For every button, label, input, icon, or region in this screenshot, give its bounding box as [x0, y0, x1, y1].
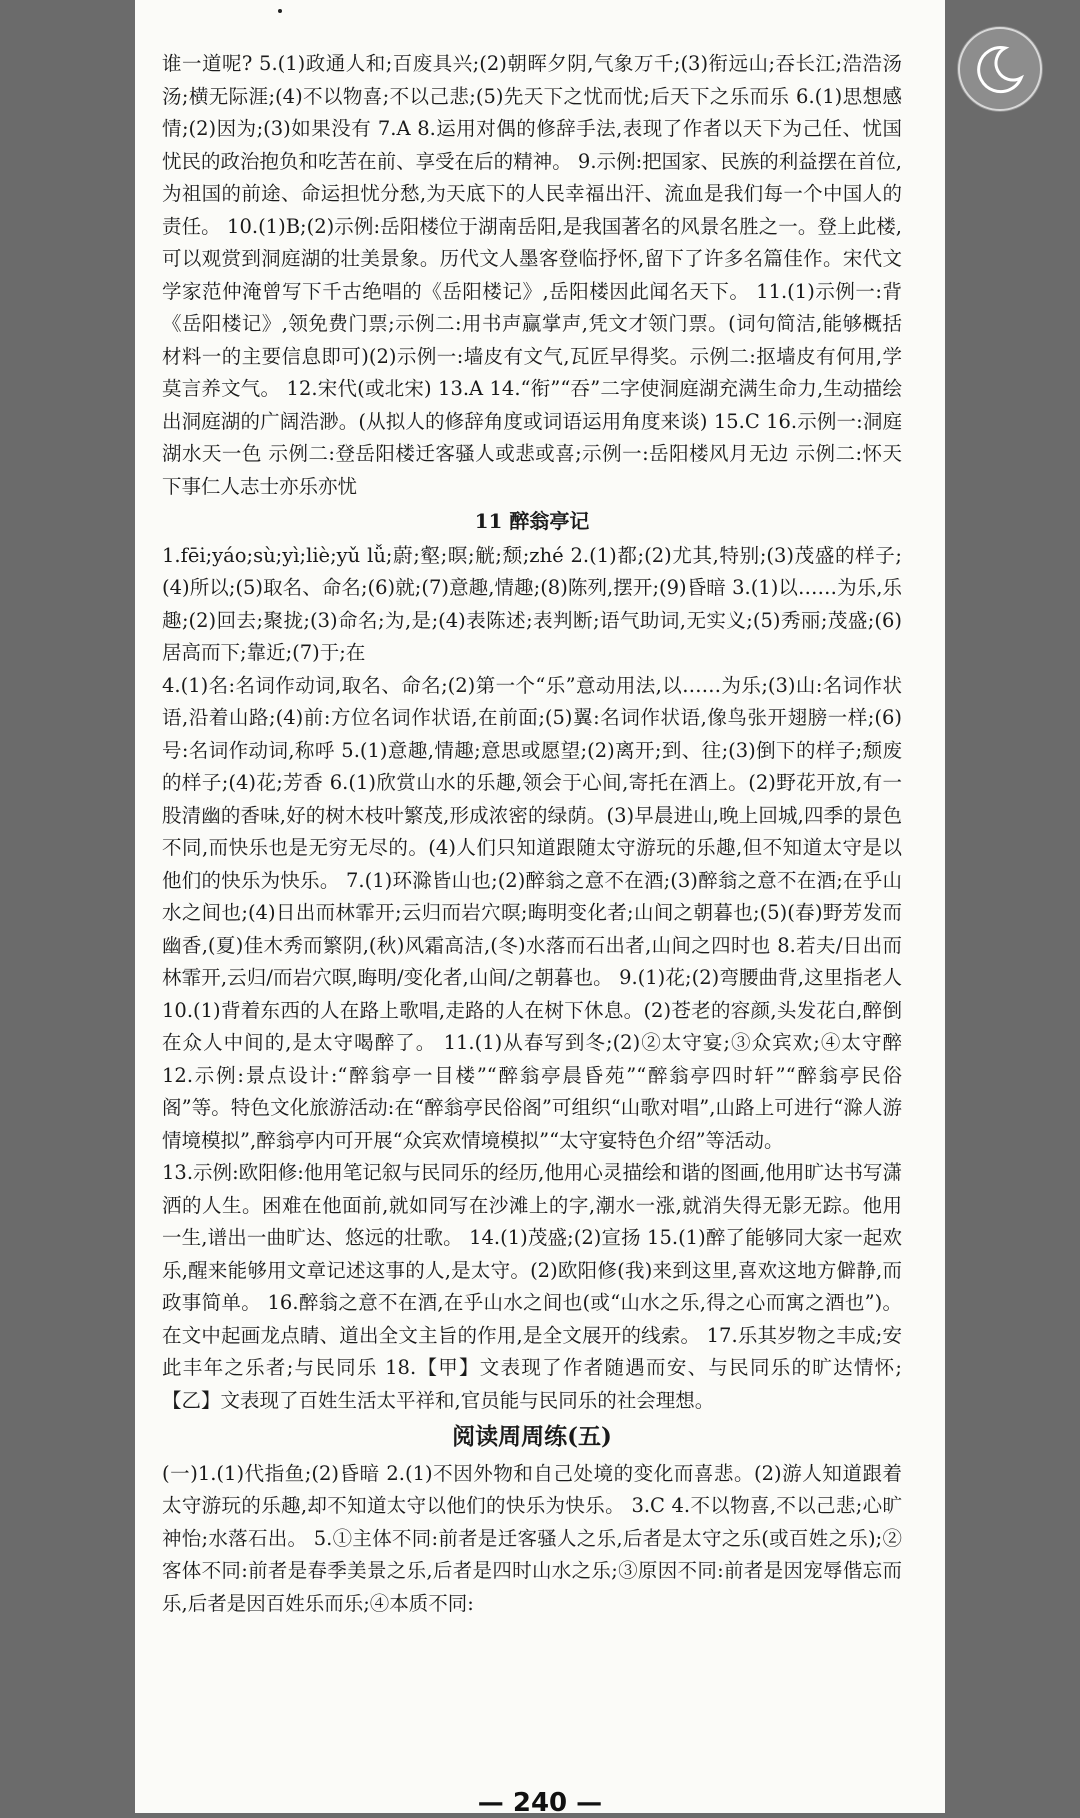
print-mark: [278, 9, 282, 13]
page-number: — 240 —: [477, 1788, 603, 1818]
answer-paragraph: 1.fēi;yáo;sù;yì;liè;yǔ lǚ;蔚;壑;暝;觥;颓;zhé 2.(1)都;(2)尤其,特别;(3)茂盛的样子;(4)所以;(5)取名、命名;(6)就;(7)意趣,情趣;(8)陈列,摆开;(9)昏暗 3.(1)以……为乐,乐趣;(2)回去;聚拢;(3)命名;为,是;(4)表陈述;表判断;语气助词,无实义;(5)秀丽;茂盛;(6)居高而下;靠近;(7)于;在: [162, 543, 902, 664]
answer-paragraph: 4.(1)名:名词作动词,取名、命名;(2)第一个“乐”意动用法,以……为乐;(3)山:名词作状语,沿着山路;(4)前:方位名词作状语,在前面;(5)翼:名词作状语,像鸟张开翅膀一样;(6)号:名词作动词,称呼 5.(1)意趣,情趣;意思或愿望;(2)离开;到、往;(3)倒下的样子;颓废的样子;(4)花;芳香 6.(1)欣赏山水的乐趣,领会于心间,寄托在酒上。(2)野花开放,有一股清幽的香味,好的树木枝叶繁茂,形成浓密的绿荫。(3)早晨进山,晚上回城,四季的景色不同,而快乐也是无穷无尽的。(4)人们只知道跟随太守游玩的乐趣,但不知道太守是以他们的快乐为快乐。 7.(1)环滁皆山也;(2)醉翁之意不在酒;(3)醉翁之意不在酒;在乎山水之间也;(4)日出而林霏开;云归而岩穴暝;晦明变化者;山间之朝暮也;(5)(春)野芳发而幽香,(夏)佳木秀而繁阴,(秋)风霜高洁,(冬)水落而石出者,山间之四时也 8.若夫/日出而林霏开,云归/而岩穴暝,晦明/变化者,山间/之朝暮也。 9.(1)花;(2)弯腰曲背,这里指老人 10.(1)背着东西的人在路上歌唱,走路的人在树下休息。(2)苍老的容颜,头发花白,醉倒在众人中间的,是太守喝醉了。 11.(1)从春写到冬;(2)②太守宴;③众宾欢;④太守醉 12.示例:景点设计:“醉翁亭一目楼”“醉翁亭晨昏苑”“醉翁亭四时轩”“醉翁亭民俗阁”等。特色文化旅游活动:在“醉翁亭民俗阁”可组织“山歌对唱”,山路上可进行“滁人游情境模拟”,醉翁亭内可开展“众宾欢情境模拟”“太守宴特色介绍”等活动。: [162, 673, 902, 1152]
answer-paragraph: (一)1.(1)代指鱼;(2)昏暗 2.(1)不因外物和自己处境的变化而喜悲。(2)游人知道跟着太守游玩的乐趣,却不知道太守以他们的快乐为快乐。 3.C 4.不以物喜,不以己悲;心旷神怡;水落石出。 5.①主体不同:前者是迁客骚人之乐,后者是太守之乐(或百姓之乐);②客体不同:前者是春季美景之乐,后者是四时山水之乐;③原因不同:前者是因宠辱偕忘而乐,后者是因百姓乐而乐;④本质不同:: [162, 1461, 902, 1615]
moon-icon: [957, 26, 1043, 112]
section-heading: 阅读周周练(五): [452, 1423, 612, 1450]
answer-paragraph: 谁一道呢? 5.(1)政通人和;百废具兴;(2)朝晖夕阴,气象万千;(3)衔远山;吞长江;浩浩汤汤;横无际涯;(4)不以物喜;不以己悲;(5)先天下之忧而忧;后天下之乐而乐 6.(1)思想感情;(2)因为;(3)如果没有 7.A 8.运用对偶的修辞手法,表现了作者以天下为己任、忧国忧民的政治抱负和吃苦在前、享受在后的精神。 9.示例:把国家、民族的利益摆在首位,为祖国的前途、命运担忧分愁,为天底下的人民幸福出汗、流血是我们每一个中国人的责任。 10.(1)B;(2)示例:岳阳楼位于湖南岳阳,是我国著名的风景名胜之一。登上此楼,可以观赏到洞庭湖的壮美景象。历代文人墨客登临抒怀,留下了许多名篇佳作。宋代文学家范仲淹曾写下千古绝唱的《岳阳楼记》,岳阳楼因此闻名天下。 11.(1)示例一:背《岳阳楼记》,领免费门票;示例二:用书声赢掌声,凭文才领门票。(词句简洁,能够概括材料一的主要信息即可)(2)示例一:墙皮有文气,瓦匠早得奖。示例二:抠墙皮有何用,学莫言养文气。 12.宋代(或北宋) 13.A 14.“衔”“吞”二字使洞庭湖充满生命力,生动描绘出洞庭湖的广阔浩渺。(从拟人的修辞角度或词语运用角度来谈) 15.C 16.示例一:洞庭湖水天一色 示例二:登岳阳楼迁客骚人或悲或喜;示例一:岳阳楼风月无边 示例二:怀天下事仁人志士亦乐亦忧: [162, 52, 902, 498]
section-heading: 11 醉翁亭记: [474, 509, 590, 533]
answer-text: [162, 48, 902, 1620]
night-mode-toggle-button[interactable]: [957, 26, 1043, 112]
answer-paragraph: 13.示例:欧阳修:他用笔记叙与民同乐的经历,他用心灵描绘和谐的图画,他用旷达书写潇洒的人生。困难在他面前,就如同写在沙滩上的字,潮水一涨,就消失得无影无踪。他用一生,谱出一曲旷达、悠远的壮歌。 14.(1)茂盛;(2)宣扬 15.(1)醉了能够同大家一起欢乐,醒来能够用文章记述这事的人,是太守。(2)欧阳修(我)来到这里,喜欢这地方僻静,而政事简单。 16.醉翁之意不在酒,在乎山水之间也(或“山水之乐,得之心而寓之酒也”)。在文中起画龙点睛、道出全文主旨的作用,是全文展开的线索。 17.乐其岁物之丰成;安此丰年之乐者;与民同乐 18.【甲】文表现了作者随遇而安、与民同乐的旷达情怀;【乙】文表现了百姓生活太平祥和,官员能与民同乐的社会理想。: [162, 1161, 902, 1412]
